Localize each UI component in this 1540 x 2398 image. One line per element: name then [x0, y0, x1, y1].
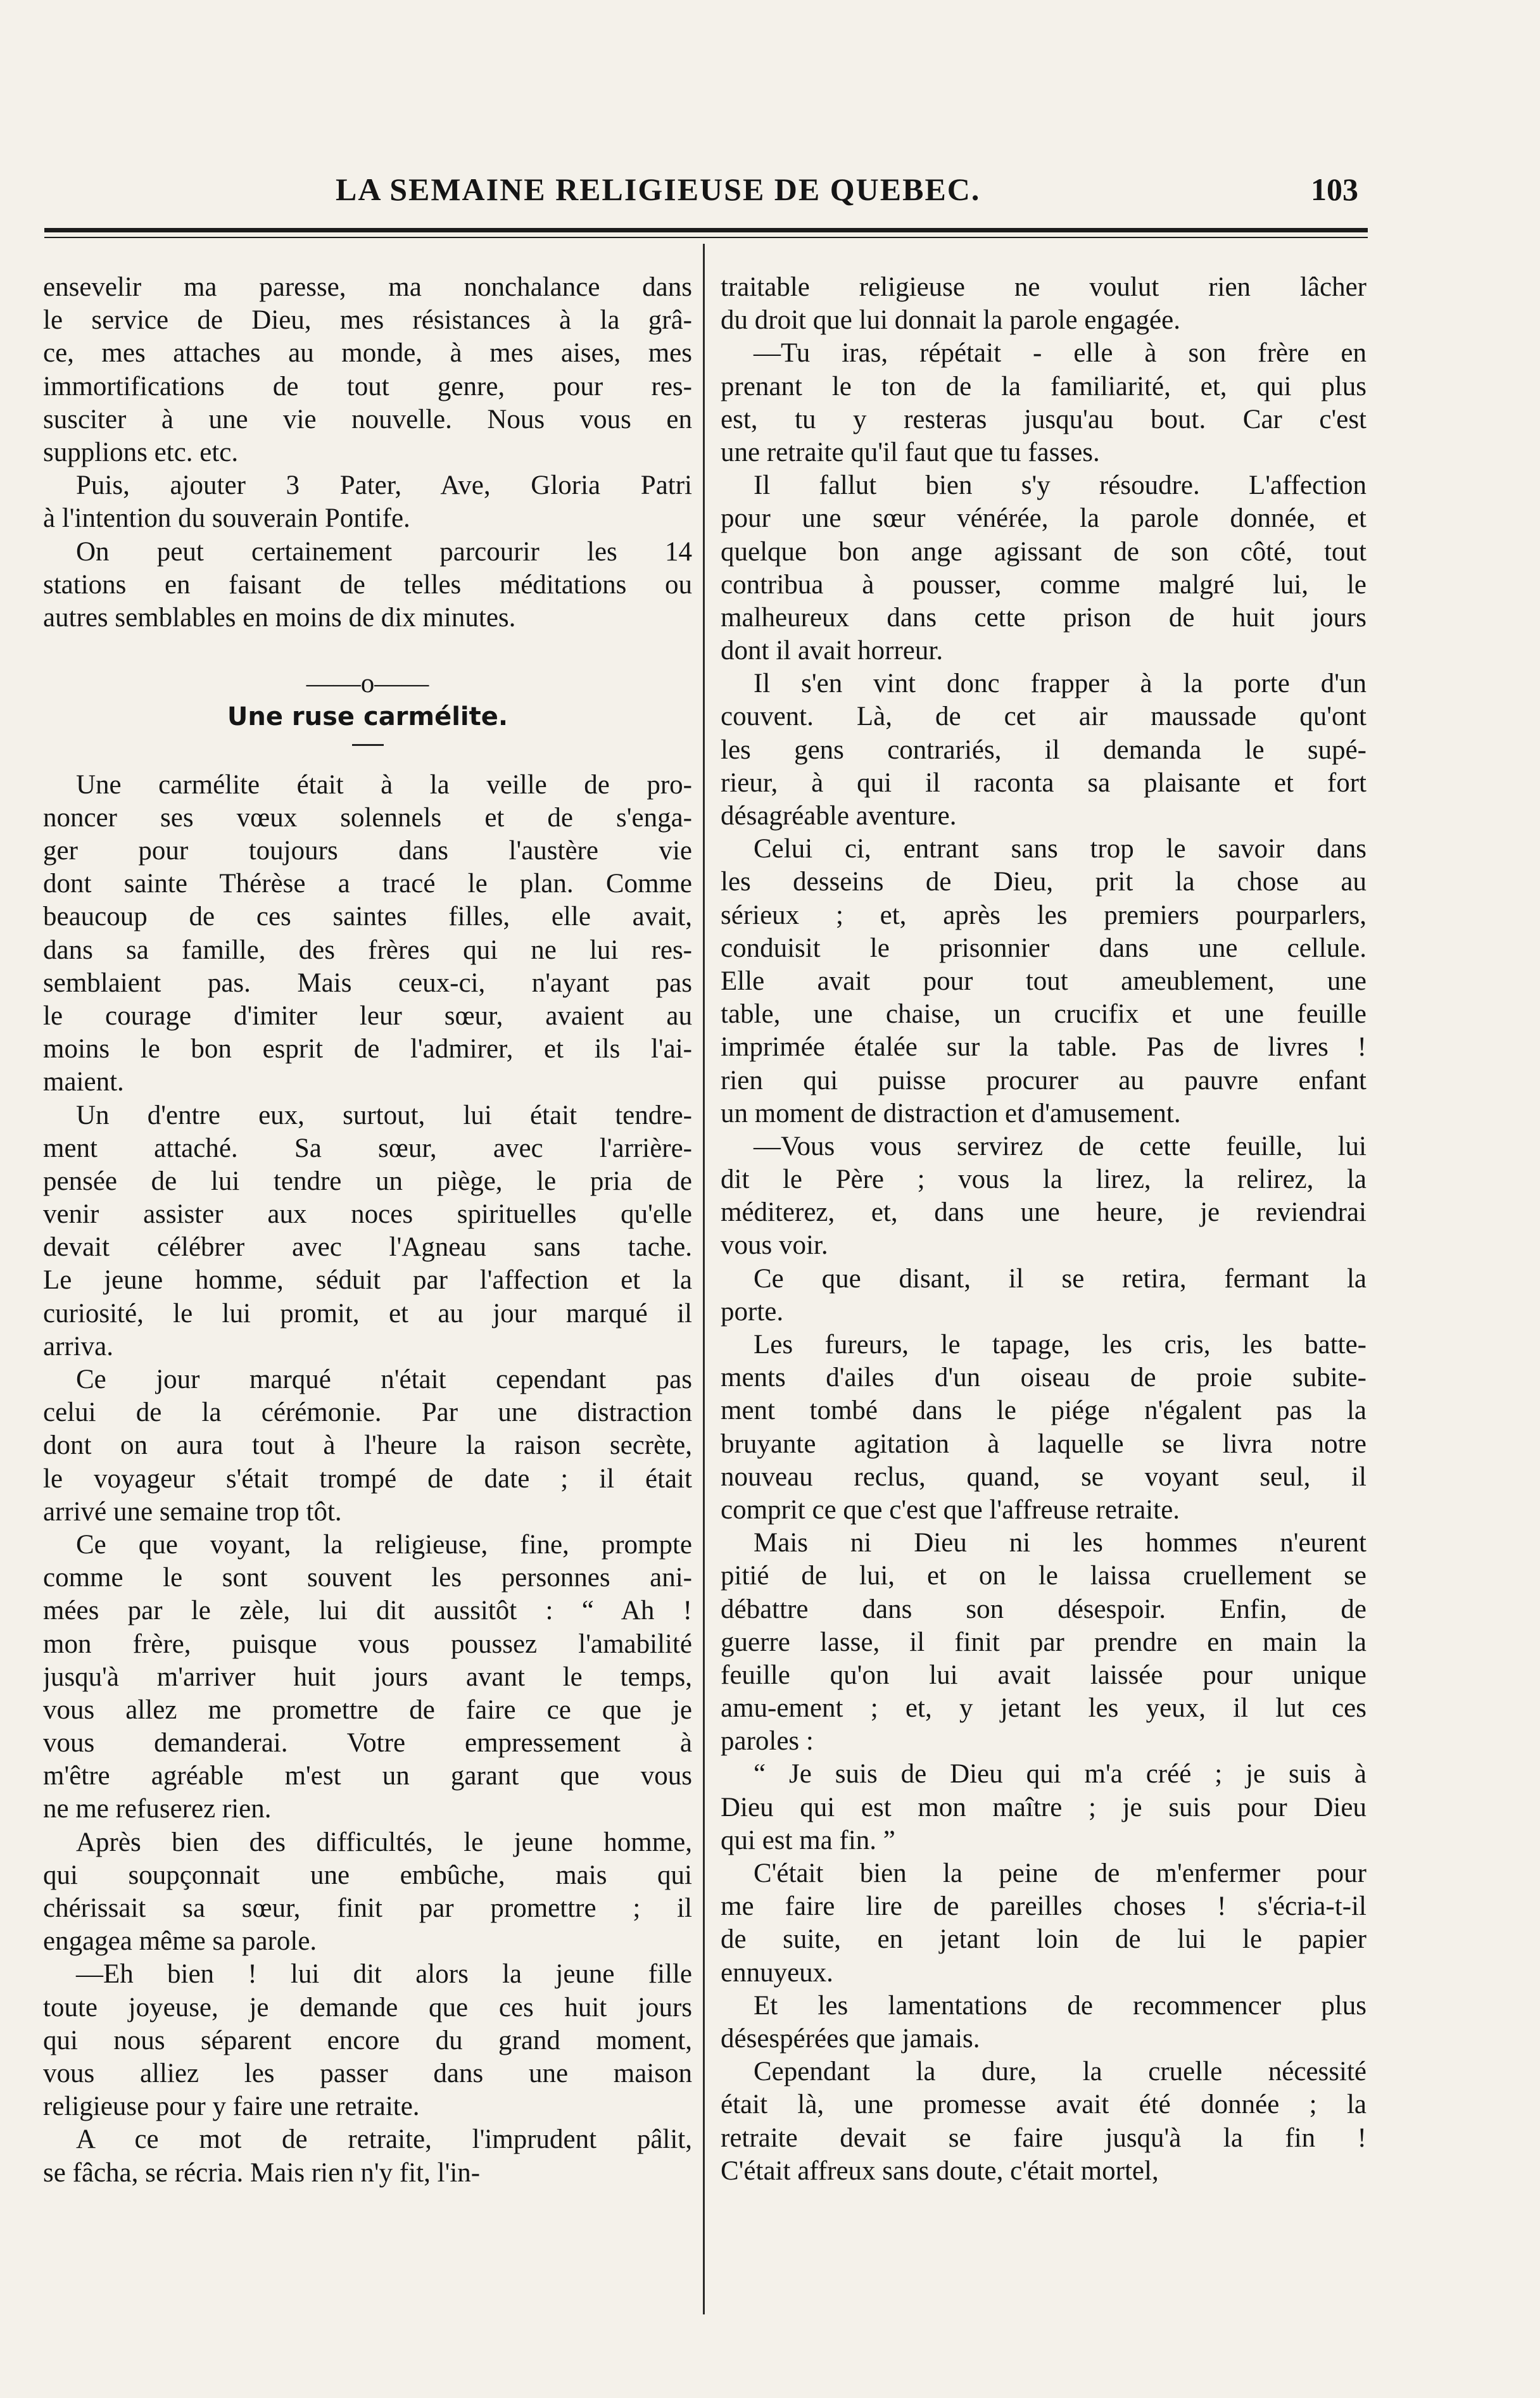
text-line: jusqu'à m'arriver huit jours avant le temps, — [43, 1662, 692, 1692]
text-line: contribua à pousser, comme malgré lui, le — [721, 569, 1366, 600]
text-line: ne me refuserez rien. — [43, 1794, 272, 1824]
spacer — [43, 746, 692, 769]
text-line: mon frère, puisque vous poussez l'amabilité — [43, 1629, 692, 1659]
paragraph — [43, 1958, 692, 2123]
text-line: Après bien des difficultés, le jeune homme, — [76, 1827, 692, 1857]
text-line: les gens contrariés, il demanda le supé- — [721, 735, 1366, 765]
text-line: Et les lamentations de recommencer plus — [754, 1990, 1366, 2021]
right-column — [721, 271, 1366, 2188]
text-line: Ce que voyant, la religieuse, fine, prompte — [76, 1529, 692, 1560]
text-line: paroles : — [721, 1726, 814, 1757]
text-line: On peut certainement parcourir les 14 — [76, 536, 692, 567]
text-line: le service de Dieu, mes résistances à la grâ- — [43, 305, 692, 336]
text-line: comme le sont souvent les personnes ani- — [43, 1563, 692, 1593]
text-line: malheureux dans cette prison de huit jours — [721, 602, 1366, 633]
paragraph — [43, 1099, 692, 1364]
text-line: m'être agréable m'est un garant que vous — [43, 1761, 692, 1791]
text-line: qui est ma fin. ” — [721, 1825, 895, 1855]
text-line: ger pour toujours dans l'austère vie — [43, 836, 692, 866]
text-line: —Eh bien ! lui dit alors la jeune fille — [76, 1959, 692, 1990]
text-line: venir assister aux noces spirituelles qu'elle — [43, 1199, 692, 1230]
text-line: toute joyeuse, je demande que ces huit jours — [43, 1992, 692, 2023]
paragraph — [721, 1857, 1366, 1990]
article-heading: Une ruse carmélite. — [227, 702, 508, 732]
text-line: mées par le zèle, lui dit aussitôt : “ Ah ! — [43, 1596, 692, 1626]
text-line: nouveau reclus, quand, se voyant seul, il — [721, 1461, 1366, 1492]
text-line: “ Je suis de Dieu qui m'a créé ; je suis à — [754, 1759, 1366, 1789]
paragraph — [721, 1527, 1366, 1758]
paragraph — [721, 1263, 1366, 1328]
text-line: les desseins de Dieu, prit la chose au — [721, 867, 1366, 897]
text-line: à l'intention du souverain Pontife. — [43, 503, 410, 534]
text-line: débattre dans son désespoir. Enfin, de — [721, 1594, 1366, 1624]
text-line: arrivé une semaine trop tôt. — [43, 1496, 342, 1527]
paragraph — [43, 271, 692, 469]
text-line: Dieu qui est mon maître ; je suis pour Dieu — [721, 1792, 1366, 1822]
text-line: Il s'en vint donc frapper à la porte d'un — [754, 669, 1366, 699]
text-line: le voyageur s'était trompé de date ; il était — [43, 1463, 692, 1494]
text-line: prenant le ton de la familiarité, et, qui plus — [721, 371, 1366, 401]
text-line: pour une sœur vénérée, la parole donnée, et — [721, 503, 1366, 534]
paragraph — [721, 1130, 1366, 1263]
text-line: désagréable aventure. — [721, 801, 957, 831]
text-line: guerre lasse, il finit par prendre en main la — [721, 1627, 1366, 1657]
text-line: C'était bien la peine de m'enfermer pour — [754, 1858, 1366, 1888]
text-line: curiosité, le lui promit, et au jour marqué il — [43, 1298, 692, 1328]
text-line: comprit ce que c'est que l'affreuse retraite. — [721, 1494, 1180, 1525]
paragraph — [43, 769, 692, 1099]
left-column — [43, 271, 692, 2190]
text-line: devait célébrer avec l'Agneau sans tache. — [43, 1232, 692, 1263]
header-rule-thin — [44, 237, 1368, 238]
paragraph — [721, 1990, 1366, 2055]
column-divider — [703, 244, 705, 2314]
text-line: semblaient pas. Mais ceux-ci, n'ayant pas — [43, 968, 692, 998]
text-line: un moment de distraction et d'amusement. — [721, 1098, 1181, 1128]
text-line: stations en faisant de telles méditations ou — [43, 569, 692, 600]
text-line: Puis, ajouter 3 Pater, Ave, Gloria Patri — [76, 470, 692, 501]
text-line: se fâcha, se récria. Mais rien n'y fit, l'in- — [43, 2157, 481, 2188]
text-line: chérissait sa sœur, finit par promettre ; il — [43, 1893, 692, 1923]
paragraph — [43, 1826, 692, 1959]
text-line: retraite devait se faire jusqu'à la fin ! — [721, 2123, 1366, 2153]
text-line: Le jeune homme, séduit par l'affection et la — [43, 1265, 692, 1296]
text-line: Celui ci, entrant sans trop le savoir dans — [754, 834, 1366, 864]
text-line: vous alliez les passer dans une maison — [43, 2058, 692, 2088]
text-line: Un d'entre eux, surtout, lui était tendre- — [76, 1100, 692, 1130]
paragraph — [721, 1328, 1366, 1527]
text-line: Les fureurs, le tapage, les cris, les batte- — [754, 1330, 1366, 1360]
text-line: celui de la cérémonie. Par une distraction — [43, 1398, 692, 1428]
paragraph — [43, 469, 692, 535]
text-line: était là, une promesse avait été donnée ; la — [721, 2090, 1366, 2120]
text-line: du droit que lui donnait la parole engagée. — [721, 305, 1180, 336]
text-line: supplions etc. etc. — [43, 437, 239, 467]
text-line: Elle avait pour tout ameublement, une — [721, 966, 1366, 996]
text-line: immortifications de tout genre, pour res- — [43, 371, 692, 401]
paragraph — [43, 2123, 692, 2189]
text-line: pitié de lui, et on le laissa cruellement se — [721, 1561, 1366, 1591]
text-line: A ce mot de retraite, l'imprudent pâlit, — [76, 2124, 692, 2155]
paragraph — [721, 1758, 1366, 1857]
text-line: rien qui puisse procurer au pauvre enfant — [721, 1065, 1366, 1095]
text-line: ments d'ailes d'un oiseau de proie subite- — [721, 1363, 1366, 1393]
text-line: Il fallut bien s'y résoudre. L'affection — [754, 470, 1366, 501]
paragraph — [721, 469, 1366, 667]
paragraph — [43, 1529, 692, 1826]
text-line: vous voir. — [721, 1230, 828, 1261]
text-line: dont on aura tout à l'heure la raison secrète, — [43, 1430, 692, 1461]
text-line: —Tu iras, répétait - elle à son frère en — [754, 338, 1366, 369]
page-number: 103 — [1311, 172, 1358, 207]
paragraph — [721, 2055, 1366, 2188]
spacer — [43, 634, 692, 667]
paragraph — [721, 833, 1366, 1130]
text-line: ce, mes attaches au monde, à mes aises, mes — [43, 338, 692, 369]
section-separator: ——o—— — [306, 669, 429, 699]
text-line: religieuse pour y faire une retraite. — [43, 2092, 420, 2122]
text-line: de suite, en jetant loin de lui le papier — [721, 1924, 1366, 1955]
text-line: Cependant la dure, la cruelle nécessité — [754, 2057, 1366, 2087]
text-line: ensevelir ma paresse, ma nonchalance dans — [43, 272, 692, 302]
text-line: moins le bon esprit de l'admirer, et ils l'ai- — [43, 1034, 692, 1064]
text-line: C'était affreux sans doute, c'était mortel, — [721, 2155, 1159, 2186]
text-line: dit le Père ; vous la lirez, la relirez, la — [721, 1164, 1366, 1195]
text-line: couvent. Là, de cet air maussade qu'ont — [721, 702, 1366, 732]
text-line: —Vous vous servirez de cette feuille, lui — [754, 1131, 1366, 1161]
text-line: dont sainte Thérèse a tracé le plan. Comme — [43, 869, 692, 899]
text-line: le courage d'imiter leur sœur, avaient au — [43, 1000, 692, 1031]
text-line: Ce jour marqué n'était cependant pas — [76, 1365, 692, 1394]
text-line: noncer ses vœux solennels et de s'enga- — [43, 802, 692, 833]
text-line: quelque bon ange agissant de son côté, tout — [721, 536, 1366, 567]
text-line: porte. — [721, 1296, 784, 1327]
paragraph — [721, 667, 1366, 833]
text-line: autres semblables en moins de dix minutes. — [43, 602, 516, 633]
paragraph — [721, 271, 1366, 337]
text-line: bruyante agitation à laquelle se livra notre — [721, 1429, 1366, 1459]
text-line: traitable religieuse ne voulut rien lâcher — [721, 272, 1366, 302]
text-line: ennuyeux. — [721, 1957, 833, 1988]
text-line: ment attaché. Sa sœur, avec l'arrière- — [43, 1133, 692, 1163]
text-line: ment tombé dans le piége n'égalent pas la — [721, 1396, 1366, 1426]
text-line: est, tu y resteras jusqu'au bout. Car c'est — [721, 404, 1366, 434]
paragraph — [721, 337, 1366, 469]
text-line: feuille qu'on lui avait laissée pour unique — [721, 1660, 1366, 1690]
text-line: une retraite qu'il faut que tu fasses. — [721, 437, 1100, 467]
text-line: amu-ement ; et, y jetant les yeux, il lut ces — [721, 1693, 1366, 1724]
text-line: vous allez me promettre de faire ce que je — [43, 1694, 692, 1725]
text-line: vous demanderai. Votre empressement à — [43, 1728, 692, 1758]
text-line: maient. — [43, 1067, 124, 1097]
text-line: engagea même sa parole. — [43, 1926, 317, 1957]
text-line: sérieux ; et, après les premiers pourparlers, — [721, 900, 1366, 930]
text-line: arriva. — [43, 1331, 114, 1361]
text-line: méditerez, et, dans une heure, je reviendrai — [721, 1197, 1366, 1228]
text-line: désespérées que jamais. — [721, 2023, 980, 2054]
text-line: me faire lire de pareilles choses ! s'écria-t-il — [721, 1891, 1366, 1922]
text-line: qui nous séparent encore du grand moment, — [43, 2025, 692, 2055]
running-head — [0, 171, 1540, 222]
text-line: Mais ni Dieu ni les hommes n'eurent — [754, 1528, 1366, 1558]
text-line: conduisit le prisonnier dans une cellule. — [721, 933, 1366, 963]
text-line: beaucoup de ces saintes filles, elle avait, — [43, 902, 692, 932]
text-line: table, une chaise, un crucifix et une feuille — [721, 999, 1366, 1030]
text-line: dans sa famille, des frères qui ne lui res- — [43, 935, 692, 965]
paragraph — [43, 1363, 692, 1529]
text-line: susciter à une vie nouvelle. Nous vous en — [43, 404, 692, 434]
paragraph — [43, 536, 692, 635]
text-line: Une carmélite était à la veille de pro- — [76, 769, 692, 800]
text-line: rieur, à qui il raconta sa plaisante et fort — [721, 767, 1366, 798]
text-line: Ce que disant, il se retira, fermant la — [754, 1263, 1366, 1294]
text-line: pensée de lui tendre un piège, le pria de — [43, 1166, 692, 1196]
journal-title: LA SEMAINE RELIGIEUSE DE QUEBEC. — [336, 172, 981, 207]
text-line: qui soupçonnait une embûche, mais qui — [43, 1860, 692, 1890]
header-rule-thick — [44, 228, 1368, 232]
text-line: imprimée étalée sur la table. Pas de livres ! — [721, 1032, 1366, 1063]
text-line: dont il avait horreur. — [721, 636, 944, 666]
